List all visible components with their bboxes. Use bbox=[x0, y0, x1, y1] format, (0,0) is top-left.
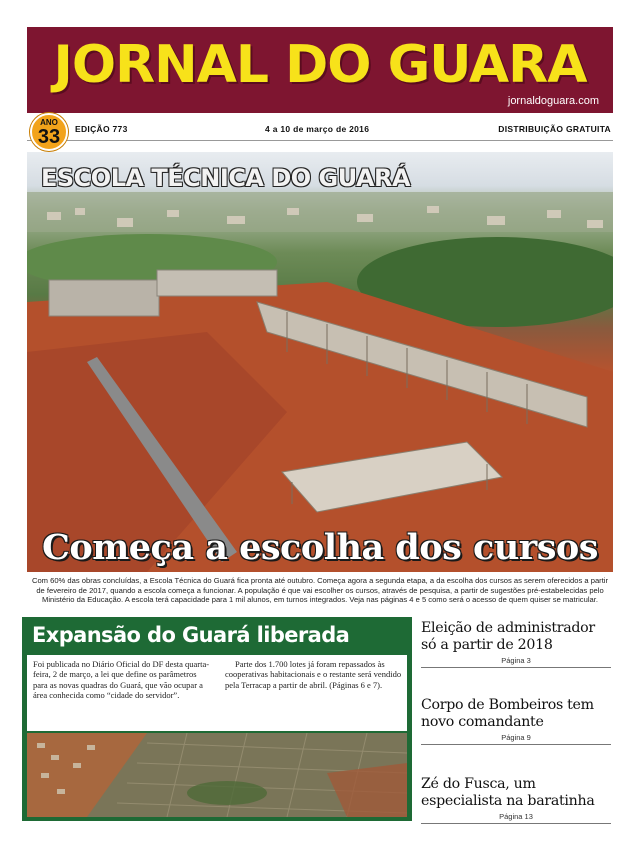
divider bbox=[421, 744, 611, 745]
year-badge-label: ANO bbox=[40, 118, 58, 127]
story-column-2: Parte dos 1.700 lotes já foram repassados às cooperativas habitacionais e o restante será vendido pela Terracap a partir de abril. (Páginas 6 e 7). bbox=[225, 659, 402, 690]
side-story-3[interactable] bbox=[421, 776, 611, 824]
year-badge-number: 33 bbox=[37, 126, 61, 148]
side-story-page: Página 9 bbox=[501, 733, 531, 742]
cover-lede: Com 60% das obras concluídas, a Escola Técnica do Guará fica pronta até outubro. Começa agora a segunda etapa, a da escolha dos cursos as serem oferecidos a partir de fevereiro de 2017, quando a escola começa a funcionar. A população é que vai escolher os cursos, através de pesquisa, a partir de sugestões pré-estabelecidas pelo Ministério da Educação. A escola terá capacidade para 1 mil alunos, em turnos integrados. Veja nas páginas 4 e 5 como será o acesso de quem quiser se matricular. bbox=[31, 576, 609, 605]
edition-bar bbox=[27, 113, 613, 148]
distribution-note: DISTRIBUIÇÃO GRATUITA bbox=[498, 124, 611, 134]
side-story-headline: Zé do Fusca, um especialista na baratinha bbox=[421, 776, 595, 809]
story-column-1: Foi publicada no Diário Oficial do DF desta quarta-feira, 2 de março, a lei que define os parâmetros para as novas quadras do Guará, que vão ocupar a área conhecida como “cidade do servidor”. bbox=[33, 659, 210, 701]
cover-headline[interactable]: Começa a escolha dos cursos bbox=[42, 527, 598, 568]
construction-site-illustration bbox=[27, 152, 613, 572]
edition-date: 4 a 10 de março de 2016 bbox=[265, 124, 370, 134]
story-body bbox=[27, 655, 407, 731]
story-title: Expansão do Guará liberada bbox=[32, 623, 350, 647]
side-story-headline: Corpo de Bombeiros tem novo comandante bbox=[421, 697, 594, 730]
year-badge bbox=[30, 113, 68, 151]
side-story-page: Página 3 bbox=[501, 656, 531, 665]
divider bbox=[421, 823, 611, 824]
aerial-photo bbox=[27, 733, 407, 817]
side-story-page: Página 13 bbox=[499, 812, 533, 821]
side-story-1[interactable] bbox=[421, 620, 611, 668]
divider bbox=[421, 667, 611, 668]
newspaper-title: JORNAL DO GUARA bbox=[53, 35, 587, 95]
edition-number: EDIÇÃO 773 bbox=[75, 124, 128, 134]
side-story-2[interactable] bbox=[421, 697, 611, 745]
website-url[interactable]: jornaldoguara.com bbox=[507, 95, 599, 107]
story-expansao[interactable] bbox=[22, 617, 412, 821]
cover-photo bbox=[27, 152, 613, 572]
masthead bbox=[27, 27, 613, 113]
aerial-lots-illustration bbox=[27, 733, 407, 817]
side-story-headline: Eleição de administrador só a partir de 2018 bbox=[421, 620, 595, 653]
cover-kicker: ESCOLA TÉCNICA DO GUARÁ bbox=[41, 164, 411, 192]
